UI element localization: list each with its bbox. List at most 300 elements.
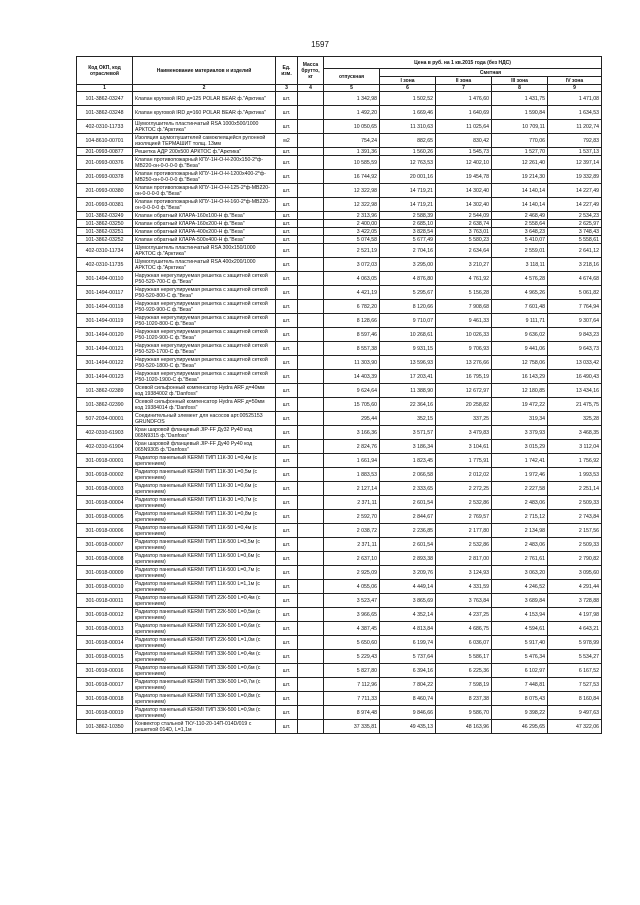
row-price-zone-2: 4 686,75	[436, 622, 492, 636]
row-price-otpusknaya: 3 072,03	[324, 258, 380, 272]
row-code: 101-3862-02389	[77, 384, 133, 398]
row-unit: шт.	[276, 692, 298, 706]
row-price-zone-1: 11 310,63	[380, 120, 436, 134]
row-unit: шт.	[276, 236, 298, 244]
row-price-otpusknaya: 1 391,36	[324, 148, 380, 156]
row-price-otpusknaya: 12 322,98	[324, 184, 380, 198]
row-price-zone-2: 13 276,66	[436, 356, 492, 370]
row-name: Радиатор панельный KERMI ТИП 11К-500 L=0,7м (с креплением)	[133, 566, 276, 580]
row-code: 101-3862-03252	[77, 236, 133, 244]
row-code: 301-0918-00011	[77, 594, 133, 608]
row-price-zone-3: 4 153,94	[492, 608, 548, 622]
table-row	[77, 156, 602, 170]
row-price-zone-3: 3 015,29	[492, 440, 548, 454]
row-price-otpusknaya: 7 112,96	[324, 678, 380, 692]
row-code: 201-0993-00877	[77, 148, 133, 156]
row-price-zone-3: 3 379,93	[492, 426, 548, 440]
row-price-zone-2: 9 461,33	[436, 314, 492, 328]
row-price-zone-1: 3 186,34	[380, 440, 436, 454]
col-header-otpusknaya: отпускная	[324, 69, 380, 85]
row-price-zone-1: 9 710,07	[380, 314, 436, 328]
row-price-zone-2: 8 237,38	[436, 692, 492, 706]
row-price-otpusknaya: 1 342,98	[324, 92, 380, 106]
row-code: 301-1494-00121	[77, 342, 133, 356]
col-header-unit: Ед. изм.	[276, 57, 298, 85]
row-price-zone-4: 9 643,73	[548, 342, 602, 356]
row-price-zone-4: 9 843,23	[548, 328, 602, 342]
row-name: Радиатор панельный KERMI ТИП 33К-500 L=0,8м (с креплением)	[133, 692, 276, 706]
row-price-zone-1: 352,15	[380, 412, 436, 426]
table-row	[77, 440, 602, 454]
row-unit: м2	[276, 134, 298, 148]
row-price-otpusknaya: 5 650,60	[324, 636, 380, 650]
row-price-zone-2: 2 544,09	[436, 212, 492, 220]
table-row	[77, 552, 602, 566]
row-name: Радиатор панельный KERMI ТИП 33К-500 L=0,7м (с креплением)	[133, 678, 276, 692]
row-mass	[298, 496, 324, 510]
row-price-zone-4: 4 197,98	[548, 608, 602, 622]
table-row	[77, 314, 602, 328]
table-row	[77, 622, 602, 636]
row-mass	[298, 134, 324, 148]
row-unit: шт.	[276, 622, 298, 636]
row-name: Клапан обратный КЛАРА-500х400-Н ф."Веза"	[133, 236, 276, 244]
row-name: Шумоглушитель пластинчатый RSA 300х150/1000 АРКТОС ф."Арктика"	[133, 244, 276, 258]
row-price-otpusknaya: 754,24	[324, 134, 380, 148]
row-mass	[298, 426, 324, 440]
row-mass	[298, 258, 324, 272]
row-name: Изоляция шумоглушителей самоклеящейся рулонной изоляцией ТЕРМАШИТ толщ. 13мм	[133, 134, 276, 148]
row-price-otpusknaya: 14 403,39	[324, 370, 380, 384]
row-price-otpusknaya: 1 883,53	[324, 468, 380, 482]
row-price-zone-3: 7 601,48	[492, 300, 548, 314]
row-price-zone-4: 1 993,53	[548, 468, 602, 482]
row-price-zone-3: 5 410,07	[492, 236, 548, 244]
row-name: Радиатор панельный KERMI ТИП 33К-500 L=0,4м (с креплением)	[133, 650, 276, 664]
row-code: 301-0918-00010	[77, 580, 133, 594]
row-price-zone-2: 11 025,64	[436, 120, 492, 134]
row-price-zone-1: 1 823,45	[380, 454, 436, 468]
row-unit: шт.	[276, 510, 298, 524]
row-unit: шт.	[276, 454, 298, 468]
row-code: 301-0918-00003	[77, 482, 133, 496]
row-price-zone-2: 2 532,86	[436, 496, 492, 510]
row-name: Наружная нерегулируемая решетка с защитной сеткой Р50-1020-1900-С ф."Веза"	[133, 370, 276, 384]
row-price-zone-3: 9 398,22	[492, 706, 548, 720]
row-price-otpusknaya: 10 050,65	[324, 120, 380, 134]
row-name: Клапан обратный КЛАРА-400х200-Н ф."Веза"	[133, 228, 276, 236]
row-code: 301-1494-00110	[77, 272, 133, 286]
col-number: 9	[548, 85, 602, 92]
row-name: Радиатор панельный KERMI ТИП 11К-500 L=0,5м (с креплением)	[133, 538, 276, 552]
row-price-zone-3: 4 576,28	[492, 272, 548, 286]
row-unit: шт.	[276, 342, 298, 356]
row-price-zone-4: 5 978,99	[548, 636, 602, 650]
row-price-zone-2: 5 580,23	[436, 236, 492, 244]
row-mass	[298, 272, 324, 286]
row-mass	[298, 524, 324, 538]
row-unit: шт.	[276, 356, 298, 370]
row-price-zone-2: 1 640,69	[436, 106, 492, 120]
row-unit: шт.	[276, 524, 298, 538]
row-mass	[298, 538, 324, 552]
row-price-zone-1: 6 199,74	[380, 636, 436, 650]
row-name: Осевой сильфонный компенсатор Hydra ARF д=50мм код 19384014 ф."Danfoss"	[133, 398, 276, 412]
row-price-zone-4: 6 167,52	[548, 664, 602, 678]
row-price-zone-3: 9 636,02	[492, 328, 548, 342]
row-price-otpusknaya: 295,44	[324, 412, 380, 426]
row-price-zone-2: 14 302,40	[436, 184, 492, 198]
row-price-zone-3: 2 558,64	[492, 220, 548, 228]
row-name: Радиатор панельный KERMI ТИП 11К-500 L=1,1м (с креплением)	[133, 580, 276, 594]
row-price-zone-1: 3 828,54	[380, 228, 436, 236]
table-row	[77, 300, 602, 314]
row-price-otpusknaya: 8 974,48	[324, 706, 380, 720]
row-price-zone-4: 21 475,75	[548, 398, 602, 412]
row-price-zone-1: 2 333,65	[380, 482, 436, 496]
table-row	[77, 170, 602, 184]
row-code: 301-0918-00013	[77, 622, 133, 636]
col-header-zone-2: II зона	[436, 77, 492, 85]
row-mass	[298, 212, 324, 220]
row-name: Решетка АДР 200х500 АРКТОС ф."Арктика"	[133, 148, 276, 156]
row-mass	[298, 370, 324, 384]
table-row	[77, 566, 602, 580]
row-price-otpusknaya: 1 661,94	[324, 454, 380, 468]
row-price-otpusknaya: 4 387,45	[324, 622, 380, 636]
row-code: 402-0310-61904	[77, 440, 133, 454]
row-code: 402-0310-11733	[77, 120, 133, 134]
row-name: Шумоглушитель пластинчатый RSA 400х200/1000 АРКТОС ф."Арктика"	[133, 258, 276, 272]
col-number: 6	[380, 85, 436, 92]
row-price-otpusknaya: 7 711,33	[324, 692, 380, 706]
row-mass	[298, 398, 324, 412]
row-price-zone-1: 2 601,54	[380, 496, 436, 510]
row-price-zone-2: 1 476,60	[436, 92, 492, 106]
row-price-zone-1: 2 588,39	[380, 212, 436, 220]
row-price-otpusknaya: 8 128,66	[324, 314, 380, 328]
table-row	[77, 678, 602, 692]
row-price-zone-4: 792,83	[548, 134, 602, 148]
row-price-zone-1: 14 719,21	[380, 184, 436, 198]
row-code: 301-0918-00001	[77, 454, 133, 468]
row-unit: шт.	[276, 398, 298, 412]
row-price-otpusknaya: 5 074,58	[324, 236, 380, 244]
row-price-zone-4: 9 307,64	[548, 314, 602, 328]
row-unit: шт.	[276, 650, 298, 664]
row-price-zone-2: 14 302,40	[436, 198, 492, 212]
row-price-zone-2: 6 036,07	[436, 636, 492, 650]
row-unit: шт.	[276, 184, 298, 198]
row-price-zone-1: 3 209,76	[380, 566, 436, 580]
row-code: 201-0993-00381	[77, 198, 133, 212]
row-price-zone-2: 2 638,74	[436, 220, 492, 228]
row-code: 101-3862-03251	[77, 228, 133, 236]
row-price-otpusknaya: 2 521,19	[324, 244, 380, 258]
row-price-otpusknaya: 3 422,05	[324, 228, 380, 236]
row-unit: шт.	[276, 412, 298, 426]
row-name: Конвектор стальной ТКУ-110-20-14П-014D/019 с решеткой 014D, L=1,1м	[133, 720, 276, 734]
row-code: 301-1494-00122	[77, 356, 133, 370]
table-row	[77, 468, 602, 482]
row-unit: шт.	[276, 286, 298, 300]
row-price-zone-3: 3 689,84	[492, 594, 548, 608]
row-code: 301-0918-00008	[77, 552, 133, 566]
row-code: 301-1494-00120	[77, 328, 133, 342]
row-price-zone-4: 1 537,13	[548, 148, 602, 156]
row-unit: шт.	[276, 468, 298, 482]
row-price-zone-1: 2 893,38	[380, 552, 436, 566]
row-mass	[298, 720, 324, 734]
row-unit: шт.	[276, 228, 298, 236]
row-unit: шт.	[276, 272, 298, 286]
table-row	[77, 148, 602, 156]
row-name: Клапан противопожарный КПУ-1Н-О-Н-1200х400-2*ф-МВ250-он-0-0-0-0 ф."Веза"	[133, 170, 276, 184]
row-name: Клапан обратный КЛАРА-160х100-Н ф."Веза"	[133, 212, 276, 220]
row-mass	[298, 328, 324, 342]
row-code: 301-0918-00005	[77, 510, 133, 524]
table-row	[77, 198, 602, 212]
table-row	[77, 608, 602, 622]
row-price-zone-4: 2 743,84	[548, 510, 602, 524]
row-price-zone-3: 3 063,20	[492, 566, 548, 580]
row-price-zone-4: 9 497,63	[548, 706, 602, 720]
row-price-otpusknaya: 15 705,60	[324, 398, 380, 412]
row-price-zone-3: 12 180,85	[492, 384, 548, 398]
row-name: Радиатор панельный KERMI ТИП 11К-30 L=0,8м (с креплением)	[133, 510, 276, 524]
row-price-zone-4: 2 509,33	[548, 496, 602, 510]
row-name: Наружная нерегулируемая решетка с защитной сеткой Р50-1020-800-С ф."Веза"	[133, 314, 276, 328]
row-price-otpusknaya: 2 400,00	[324, 220, 380, 228]
row-mass	[298, 706, 324, 720]
row-name: Радиатор панельный KERMI ТИП 11К-50 L=0,4м (с креплением)	[133, 524, 276, 538]
row-price-zone-4: 3 468,35	[548, 426, 602, 440]
row-price-zone-1: 3 571,57	[380, 426, 436, 440]
row-price-zone-2: 3 479,83	[436, 426, 492, 440]
row-price-zone-2: 10 026,33	[436, 328, 492, 342]
row-unit: шт.	[276, 608, 298, 622]
row-price-zone-2: 1 775,91	[436, 454, 492, 468]
row-code: 101-3862-03247	[77, 92, 133, 106]
row-price-zone-4: 4 643,21	[548, 622, 602, 636]
row-price-otpusknaya: 4 055,06	[324, 580, 380, 594]
row-mass	[298, 198, 324, 212]
row-unit: шт.	[276, 328, 298, 342]
row-price-zone-2: 3 763,84	[436, 594, 492, 608]
row-mass	[298, 594, 324, 608]
row-code: 507-2034-00001	[77, 412, 133, 426]
row-price-zone-3: 19 214,30	[492, 170, 548, 184]
row-price-zone-1: 6 394,16	[380, 664, 436, 678]
row-name: Кран шаровой фланцевый JIP-FF Ду40 Ру40 код 065N9305 ф."Danfoss"	[133, 440, 276, 454]
row-price-zone-2: 19 454,78	[436, 170, 492, 184]
table-row	[77, 510, 602, 524]
row-price-zone-4: 13 434,16	[548, 384, 602, 398]
row-name: Радиатор панельный KERMI ТИП 33К-500 L=0,6м (с креплением)	[133, 664, 276, 678]
row-code: 101-3862-03248	[77, 106, 133, 120]
table-row	[77, 286, 602, 300]
row-unit: шт.	[276, 220, 298, 228]
row-price-zone-1: 4 352,14	[380, 608, 436, 622]
row-price-zone-4: 8 160,84	[548, 692, 602, 706]
table-row	[77, 496, 602, 510]
row-code: 402-0310-11735	[77, 258, 133, 272]
row-price-otpusknaya: 1 492,20	[324, 106, 380, 120]
row-unit: шт.	[276, 720, 298, 734]
row-unit: шт.	[276, 552, 298, 566]
row-price-zone-1: 17 203,41	[380, 370, 436, 384]
row-name: Наружная нерегулируемая решетка с защитной сеткой Р50-520-700-С ф."Веза"	[133, 272, 276, 286]
row-mass	[298, 454, 324, 468]
row-price-zone-4: 2 251,14	[548, 482, 602, 496]
row-name: Радиатор панельный KERMI ТИП 22К-500 L=1,0м (с креплением)	[133, 636, 276, 650]
row-code: 402-0310-11734	[77, 244, 133, 258]
row-price-zone-1: 20 001,16	[380, 170, 436, 184]
row-unit: шт.	[276, 92, 298, 106]
row-price-zone-4: 4 291,44	[548, 580, 602, 594]
row-price-zone-1: 3 295,00	[380, 258, 436, 272]
table-row	[77, 236, 602, 244]
row-name: Наружная нерегулируемая решетка с защитной сеткой Р50-1020-900-С ф."Веза"	[133, 328, 276, 342]
row-price-zone-2: 16 795,19	[436, 370, 492, 384]
row-price-zone-4: 14 227,49	[548, 198, 602, 212]
table-row	[77, 426, 602, 440]
row-code: 301-1494-00119	[77, 314, 133, 328]
row-price-zone-3: 9 441,06	[492, 342, 548, 356]
row-price-zone-2: 9 586,70	[436, 706, 492, 720]
row-mass	[298, 244, 324, 258]
row-price-zone-1: 882,65	[380, 134, 436, 148]
table-row	[77, 258, 602, 272]
row-price-zone-3: 4 594,61	[492, 622, 548, 636]
row-unit: шт.	[276, 482, 298, 496]
row-price-zone-2: 20 258,82	[436, 398, 492, 412]
row-price-zone-1: 14 719,21	[380, 198, 436, 212]
row-price-zone-4: 2 641,12	[548, 244, 602, 258]
table-row	[77, 92, 602, 106]
row-mass	[298, 664, 324, 678]
row-price-zone-4: 325,28	[548, 412, 602, 426]
row-unit: шт.	[276, 314, 298, 328]
col-number: 8	[492, 85, 548, 92]
row-price-otpusknaya: 2 925,09	[324, 566, 380, 580]
row-code: 201-0993-00376	[77, 156, 133, 170]
row-price-zone-2: 3 104,61	[436, 440, 492, 454]
row-price-zone-1: 49 435,13	[380, 720, 436, 734]
row-price-zone-3: 5 476,34	[492, 650, 548, 664]
row-price-otpusknaya: 2 038,72	[324, 524, 380, 538]
row-name: Клапан противопожарный КПУ-1Н-О-Н-125-2*ф-МВ220-он-0-0-0-0 ф."Веза"	[133, 184, 276, 198]
row-unit: шт.	[276, 120, 298, 134]
row-price-zone-4: 3 218,16	[548, 258, 602, 272]
row-mass	[298, 228, 324, 236]
row-price-zone-2: 2 634,64	[436, 244, 492, 258]
row-price-otpusknaya: 3 166,36	[324, 426, 380, 440]
row-mass	[298, 608, 324, 622]
row-price-zone-2: 5 586,17	[436, 650, 492, 664]
row-price-zone-4: 2 790,82	[548, 552, 602, 566]
row-price-zone-2: 48 163,96	[436, 720, 492, 734]
row-price-zone-1: 4 813,84	[380, 622, 436, 636]
row-price-otpusknaya: 5 229,43	[324, 650, 380, 664]
row-price-otpusknaya: 3 523,47	[324, 594, 380, 608]
row-unit: шт.	[276, 384, 298, 398]
row-code: 301-0918-00019	[77, 706, 133, 720]
table-row	[77, 272, 602, 286]
row-price-zone-3: 2 483,06	[492, 538, 548, 552]
col-header-name: Наименование материалов и изделий	[133, 57, 276, 85]
row-price-zone-2: 337,25	[436, 412, 492, 426]
row-price-zone-2: 5 156,28	[436, 286, 492, 300]
row-price-zone-3: 2 483,06	[492, 496, 548, 510]
table-row	[77, 228, 602, 236]
row-price-zone-1: 1 502,52	[380, 92, 436, 106]
row-price-zone-1: 4 876,80	[380, 272, 436, 286]
row-mass	[298, 482, 324, 496]
row-price-zone-3: 14 140,14	[492, 184, 548, 198]
row-code: 301-0918-00004	[77, 496, 133, 510]
row-code: 201-0993-00380	[77, 184, 133, 198]
row-code: 301-1494-00117	[77, 286, 133, 300]
table-row	[77, 692, 602, 706]
row-mass	[298, 384, 324, 398]
col-header-zone-3: III зона	[492, 77, 548, 85]
row-price-zone-1: 2 066,58	[380, 468, 436, 482]
row-price-otpusknaya: 4 063,05	[324, 272, 380, 286]
row-code: 301-0918-00015	[77, 650, 133, 664]
row-price-zone-2: 6 225,36	[436, 664, 492, 678]
row-unit: шт.	[276, 426, 298, 440]
col-number: 5	[324, 85, 380, 92]
table-row	[77, 594, 602, 608]
row-price-otpusknaya: 8 597,46	[324, 328, 380, 342]
col-header-mass: Масса брутто, кг	[298, 57, 324, 85]
col-header-price-group: Цена в руб. на 1 кв.2015 года (без НДС)	[324, 57, 602, 69]
table-row	[77, 356, 602, 370]
row-price-zone-2: 12 672,97	[436, 384, 492, 398]
row-price-zone-3: 5 917,40	[492, 636, 548, 650]
row-price-zone-1: 5 295,67	[380, 286, 436, 300]
row-price-zone-3: 10 709,11	[492, 120, 548, 134]
row-price-zone-1: 13 596,93	[380, 356, 436, 370]
row-code: 301-0918-00018	[77, 692, 133, 706]
row-price-zone-3: 14 140,14	[492, 198, 548, 212]
table-row	[77, 212, 602, 220]
row-mass	[298, 356, 324, 370]
row-unit: шт.	[276, 148, 298, 156]
row-price-otpusknaya: 2 824,76	[324, 440, 380, 454]
row-price-zone-4: 13 033,42	[548, 356, 602, 370]
row-unit: шт.	[276, 258, 298, 272]
col-number: 2	[133, 85, 276, 92]
row-mass	[298, 552, 324, 566]
row-name: Соединительный элемент для насосов арт.00525153 GRUNDFOS	[133, 412, 276, 426]
row-price-zone-4: 1 756,92	[548, 454, 602, 468]
row-price-zone-2: 2 272,25	[436, 482, 492, 496]
row-unit: шт.	[276, 370, 298, 384]
table-row	[77, 482, 602, 496]
col-number: 1	[77, 85, 133, 92]
row-unit: шт.	[276, 244, 298, 258]
row-price-otpusknaya: 8 557,38	[324, 342, 380, 356]
row-code: 402-0310-61903	[77, 426, 133, 440]
row-name: Наружная нерегулируемая решетка с защитной сеткой Р50-920-900-С ф."Веза"	[133, 300, 276, 314]
row-price-zone-4: 2 509,33	[548, 538, 602, 552]
row-unit: шт.	[276, 594, 298, 608]
row-code: 301-0918-00007	[77, 538, 133, 552]
row-price-zone-2: 2 817,00	[436, 552, 492, 566]
row-price-otpusknaya: 2 371,11	[324, 496, 380, 510]
